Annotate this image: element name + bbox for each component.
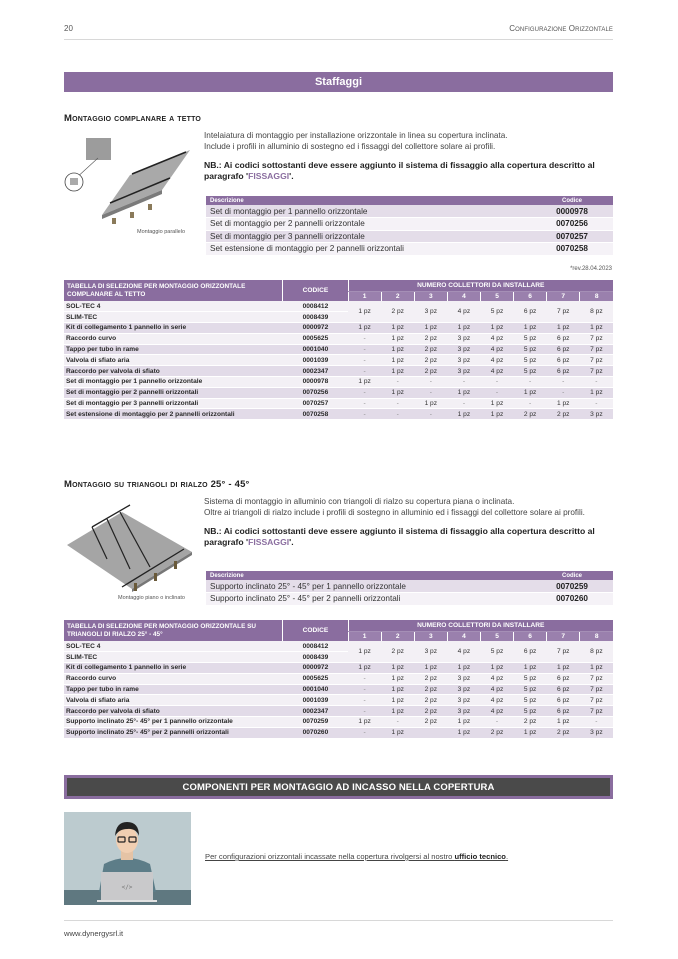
quantity-cell: 3 pz [447,366,480,377]
row-label: Raccordo per valvola di sfiato [64,366,283,377]
quantity-cell: - [447,398,480,409]
quantity-cell: - [348,706,381,717]
quantity-cell: 1 pz [348,323,381,334]
row-label: Valvola di sfiato aria [64,355,283,366]
quantity-cell: 2 pz [414,366,447,377]
technician-illustration [64,812,191,905]
row-label: SLIM-TEC [64,652,283,663]
quantity-cell: 3 pz [447,695,480,706]
quantity-cell: 4 pz [480,366,513,377]
group-header: NUMERO COLLETTORI DA INSTALLARE [348,280,613,291]
quantity-cell: 1 pz [381,706,414,717]
quantity-cell: - [547,377,580,388]
row-code: 0005625 [283,333,348,344]
quantity-cell: 1 pz [381,366,414,377]
tech-office-link[interactable]: ufficio tecnico [454,852,506,861]
quantity-cell: 6 pz [514,301,547,323]
quantity-cell: 2 pz [414,673,447,684]
quantity-cell: 4 pz [447,641,480,663]
row-label: Set di montaggio per 3 pannelli orizzontali [64,398,283,409]
col-code: Codice [531,196,613,205]
quantity-cell: 6 pz [547,366,580,377]
quantity-cell: 6 pz [547,695,580,706]
section2-codes-table [206,571,613,606]
column-header: 1 [348,631,381,641]
quantity-cell: 1 pz [480,409,513,420]
quantity-cell: 1 pz [348,717,381,728]
quantity-cell: 4 pz [480,695,513,706]
table-title: TABELLA DI SELEZIONE PER MONTAGGIO ORIZZONTALE COMPLANARE AL TETTO [64,280,283,301]
quantity-cell: 1 pz [580,323,613,334]
contact-text-end: . [505,852,509,861]
quantity-cell: 7 pz [580,366,613,377]
quantity-cell: - [480,717,513,728]
table-row [64,717,613,728]
quantity-cell: - [348,398,381,409]
column-header: 6 [514,631,547,641]
quantity-cell: - [447,377,480,388]
quantity-cell: 1 pz [381,673,414,684]
row-label: Set estensione di montaggio per 2 pannelli orizzontali [64,409,283,420]
table-row [64,344,613,355]
quantity-cell: - [348,333,381,344]
table-title: TABELLA DI SELEZIONE PER MONTAGGIO ORIZZONTALE SU TRIANGOLI DI RIALZO 25° - 45° [64,620,283,641]
quantity-cell: 1 pz [348,301,381,323]
revision-note: *rev.28.04.2023 [570,266,612,272]
column-header: 5 [480,631,513,641]
quantity-cell: 3 pz [447,684,480,695]
table-row [64,366,613,377]
quantity-cell: - [580,398,613,409]
column-header: 3 [414,291,447,301]
row-code: 0001039 [283,355,348,366]
quantity-cell: 6 pz [547,333,580,344]
column-header: 4 [447,291,480,301]
quantity-cell: 4 pz [480,684,513,695]
row-description: Supporto inclinato 25° - 45° per 1 pannello orizzontale [206,580,531,593]
quantity-cell: 1 pz [447,387,480,398]
quantity-cell: 1 pz [480,398,513,409]
table-row [206,593,613,606]
quantity-cell: 1 pz [447,323,480,334]
row-code: 0070256 [283,387,348,398]
col-description: Descrizione [206,571,531,580]
table-row [64,706,613,717]
section2-description [204,497,614,548]
nb-note [204,160,614,182]
row-code: 0000978 [283,377,348,388]
description-line: Sistema di montaggio in alluminio con triangoli di rialzo su copertura piana o inclinata. [204,497,515,506]
fissaggi-link[interactable]: FISSAGGI [248,171,290,181]
table-row [64,301,613,312]
quantity-cell: 3 pz [580,409,613,420]
quantity-cell: - [580,377,613,388]
quantity-cell: - [547,387,580,398]
quantity-cell: 1 pz [381,355,414,366]
image-caption: Montaggio parallelo [137,229,186,235]
row-label: SOL-TEC 4 [64,301,283,312]
quantity-cell: 1 pz [348,663,381,674]
table-row [64,398,613,409]
quantity-cell: 7 pz [580,673,613,684]
row-description: Set di montaggio per 2 pannelli orizzontale [206,218,531,231]
code-header: CODICE [283,620,348,641]
row-code: 0070260 [531,593,613,606]
row-label: Tappo per tubo in rame [64,684,283,695]
row-code: 0070257 [283,398,348,409]
quantity-cell: 5 pz [480,641,513,663]
quantity-cell: 2 pz [381,301,414,323]
column-header: 8 [580,631,613,641]
row-label: Set di montaggio per 1 pannello orizzontale [64,377,283,388]
row-label: Kit di collegamento 1 pannello in serie [64,663,283,674]
quantity-cell: 1 pz [514,387,547,398]
col-description: Descrizione [206,196,531,205]
quantity-cell: - [381,409,414,420]
row-code: 0070260 [283,727,348,738]
row-label: Raccordo per valvola di sfiato [64,706,283,717]
quantity-cell: 1 pz [480,323,513,334]
quantity-cell: 1 pz [414,663,447,674]
quantity-cell: 1 pz [447,663,480,674]
section2-heading: Montaggio su triangoli di rialzo 25° - 45° [64,479,250,490]
row-code: 0000972 [283,323,348,334]
quantity-cell: - [514,377,547,388]
quantity-cell: 6 pz [547,355,580,366]
quantity-cell: 1 pz [514,727,547,738]
row-label: SOL-TEC 4 [64,641,283,652]
page-header [64,24,613,40]
quantity-cell: 5 pz [480,301,513,323]
quantity-cell: 2 pz [414,344,447,355]
quantity-cell: 7 pz [580,684,613,695]
description-line: Intelaiatura di montaggio per installazione orizzontale in linea su copertura inclinata. [204,131,508,140]
quantity-cell: - [514,398,547,409]
section1-codes-table [206,196,613,256]
quantity-cell: 7 pz [547,301,580,323]
table-row [64,333,613,344]
quantity-cell: 7 pz [547,641,580,663]
quantity-cell: - [414,387,447,398]
quantity-cell: - [348,344,381,355]
column-header: 6 [514,291,547,301]
quantity-cell: 4 pz [480,333,513,344]
row-label: Kit di collegamento 1 pannello in serie [64,323,283,334]
row-code: 0070256 [531,218,613,231]
table-row [64,673,613,684]
quantity-cell: 6 pz [547,673,580,684]
quantity-cell: 1 pz [547,323,580,334]
column-header: 3 [414,631,447,641]
quantity-cell: 2 pz [480,727,513,738]
column-header: 2 [381,631,414,641]
row-code: 0070258 [531,243,613,256]
quantity-cell: 1 pz [381,727,414,738]
quantity-cell: 6 pz [514,641,547,663]
quantity-cell: 2 pz [381,641,414,663]
row-code: 0000978 [531,205,613,218]
quantity-cell: 5 pz [514,333,547,344]
row-code: 0008412 [283,301,348,312]
row-code: 0000972 [283,663,348,674]
quantity-cell: - [381,717,414,728]
quantity-cell: 5 pz [514,673,547,684]
nb-text-end: '. [289,171,294,181]
quantity-cell: - [348,684,381,695]
row-code: 0008412 [283,641,348,652]
row-label: Set di montaggio per 2 pannelli orizzontali [64,387,283,398]
nb-note [204,526,614,548]
quantity-cell: 2 pz [414,717,447,728]
row-description: Supporto inclinato 25° - 45° per 2 pannelli orizzontali [206,593,531,606]
quantity-cell: 1 pz [414,398,447,409]
quantity-cell: 2 pz [414,706,447,717]
quantity-cell: 7 pz [580,333,613,344]
row-code: 0005625 [283,673,348,684]
row-code: 0001039 [283,695,348,706]
column-header: 7 [547,631,580,641]
quantity-cell: - [414,409,447,420]
recessed-components-banner [64,775,613,799]
banner-title: Staffaggi [314,76,363,88]
description-line: Include i profili in alluminio di sostegno ed i fissaggi del collettore solare ai profili. [204,141,496,151]
quantity-cell: 1 pz [381,684,414,695]
row-code: 0001040 [283,684,348,695]
column-header: 2 [381,291,414,301]
quantity-cell: 4 pz [480,706,513,717]
section2-selection-table [64,620,613,739]
table-row [206,230,613,243]
col-code: Codice [531,571,613,580]
quantity-cell: 4 pz [480,355,513,366]
quantity-cell: 3 pz [414,301,447,323]
quantity-cell: 5 pz [514,706,547,717]
quantity-cell: 7 pz [580,695,613,706]
quantity-cell: - [381,377,414,388]
table-row [206,218,613,231]
row-description: Set di montaggio per 3 pannelli orizzontale [206,230,531,243]
table-row [64,663,613,674]
column-header: 5 [480,291,513,301]
quantity-cell: 1 pz [447,727,480,738]
quantity-cell: - [381,398,414,409]
quantity-cell: 1 pz [547,717,580,728]
tilted-mount-image [62,497,197,595]
quantity-cell: 8 pz [580,641,613,663]
quantity-cell: - [348,409,381,420]
quantity-cell: - [348,366,381,377]
quantity-cell: 3 pz [447,344,480,355]
quantity-cell: 2 pz [514,717,547,728]
quantity-cell: - [480,387,513,398]
fissaggi-link[interactable]: FISSAGGI [248,537,290,547]
quantity-cell: 1 pz [547,663,580,674]
quantity-cell: 5 pz [514,344,547,355]
quantity-cell: 5 pz [514,355,547,366]
description-line: Oltre ai triangoli di rialzo include i profili di sostegno in alluminio ed i fissaggi del collettore solare ai profili. [204,507,585,517]
quantity-cell: 3 pz [447,706,480,717]
quantity-cell: 1 pz [381,323,414,334]
quantity-cell: 4 pz [447,301,480,323]
quantity-cell: 7 pz [580,355,613,366]
quantity-cell: 2 pz [414,695,447,706]
page-number: 20 [64,24,73,33]
quantity-cell: - [480,377,513,388]
quantity-cell: 5 pz [514,695,547,706]
quantity-cell: - [580,717,613,728]
quantity-cell: 6 pz [547,684,580,695]
quantity-cell: 2 pz [514,409,547,420]
quantity-cell: 1 pz [348,641,381,663]
row-code: 0008439 [283,652,348,663]
row-label: SLIM-TEC [64,312,283,323]
website-url[interactable]: www.dynergysrl.it [64,929,124,938]
code-header: CODICE [283,280,348,301]
recessed-banner-title: COMPONENTI PER MONTAGGIO AD INCASSO NELLA COPERTURA [67,778,610,796]
quantity-cell: 1 pz [381,663,414,674]
quantity-cell: 1 pz [381,344,414,355]
quantity-cell: 1 pz [547,398,580,409]
row-code: 0008439 [283,312,348,323]
quantity-cell: 5 pz [514,684,547,695]
column-header: 7 [547,291,580,301]
quantity-cell: - [348,355,381,366]
table-row [64,387,613,398]
quantity-cell: 5 pz [514,366,547,377]
quantity-cell: - [348,727,381,738]
section1-heading: Montaggio complanare a tetto [64,113,202,124]
table-row [64,409,613,420]
nb-text: NB.: Ai codici sottostanti deve essere aggiunto il sistema di fissaggio alla copertura descritto al paragrafo ' [204,526,595,547]
quantity-cell: 1 pz [381,695,414,706]
quantity-cell: 1 pz [447,409,480,420]
quantity-cell: 7 pz [580,344,613,355]
row-description: Set estensione di montaggio per 2 pannelli orizzontali [206,243,531,256]
quantity-cell: - [348,673,381,684]
table-row [206,205,613,218]
quantity-cell: 2 pz [414,355,447,366]
quantity-cell: 2 pz [547,727,580,738]
table-row [64,684,613,695]
table-row [64,377,613,388]
quantity-cell: 2 pz [414,684,447,695]
contact-note[interactable] [205,852,508,861]
table-row [64,641,613,652]
quantity-cell: 1 pz [580,663,613,674]
quantity-cell: 1 pz [381,333,414,344]
quantity-cell: 1 pz [348,377,381,388]
footer-divider [64,920,613,921]
group-header: NUMERO COLLETTORI DA INSTALLARE [348,620,613,631]
row-label: Supporto inclinato 25°- 45° per 2 pannelli orizzontali [64,727,283,738]
quantity-cell: 3 pz [447,333,480,344]
column-header: 4 [447,631,480,641]
section1-selection-table [64,280,613,420]
table-row [64,727,613,738]
section1-description [204,131,614,182]
quantity-cell: 1 pz [447,717,480,728]
quantity-cell: 2 pz [414,333,447,344]
quantity-cell: 1 pz [381,387,414,398]
row-code: 0070259 [531,580,613,593]
code-glyph: </> [121,884,133,891]
quantity-cell: 7 pz [580,706,613,717]
table-row [64,323,613,334]
row-code: 0002347 [283,366,348,377]
quantity-cell: 3 pz [414,641,447,663]
table-row [206,580,613,593]
quantity-cell: - [348,695,381,706]
quantity-cell [414,727,447,738]
row-description: Set di montaggio per 1 pannello orizzontale [206,205,531,218]
quantity-cell: 1 pz [580,387,613,398]
table-row [64,695,613,706]
row-code: 0070259 [283,717,348,728]
quantity-cell: 3 pz [580,727,613,738]
row-label: Tappo per tubo in rame [64,344,283,355]
row-code: 0002347 [283,706,348,717]
row-label: Raccordo curvo [64,673,283,684]
image-caption: Montaggio piano o inclinato [118,595,185,601]
quantity-cell: 2 pz [547,409,580,420]
row-label: Supporto inclinato 25°- 45° per 1 pannello orizzontale [64,717,283,728]
section-name: Configurazione Orizzontale [509,24,613,33]
quantity-cell: 1 pz [414,323,447,334]
quantity-cell: 8 pz [580,301,613,323]
quantity-cell: 1 pz [514,663,547,674]
staffaggi-banner [64,72,613,92]
quantity-cell: - [414,377,447,388]
column-header: 1 [348,291,381,301]
quantity-cell: 6 pz [547,344,580,355]
contact-text: Per configurazioni orizzontali incassate nella copertura rivolgersi al nostro [205,852,455,861]
quantity-cell: - [348,387,381,398]
quantity-cell: 3 pz [447,673,480,684]
quantity-cell: 4 pz [480,673,513,684]
row-code: 0001040 [283,344,348,355]
table-row [206,243,613,256]
quantity-cell: 3 pz [447,355,480,366]
column-header: 8 [580,291,613,301]
table-row [64,355,613,366]
quantity-cell: 1 pz [514,323,547,334]
row-code: 0070258 [283,409,348,420]
row-label: Raccordo curvo [64,333,283,344]
row-label: Valvola di sfiato aria [64,695,283,706]
row-code: 0070257 [531,230,613,243]
quantity-cell: 1 pz [480,663,513,674]
parallel-mount-image [62,130,197,230]
quantity-cell: 4 pz [480,344,513,355]
nb-text: NB.: Ai codici sottostanti deve essere aggiunto il sistema di fissaggio alla copertura descritto al paragrafo ' [204,160,595,181]
quantity-cell: 6 pz [547,706,580,717]
nb-text-end: '. [289,537,294,547]
